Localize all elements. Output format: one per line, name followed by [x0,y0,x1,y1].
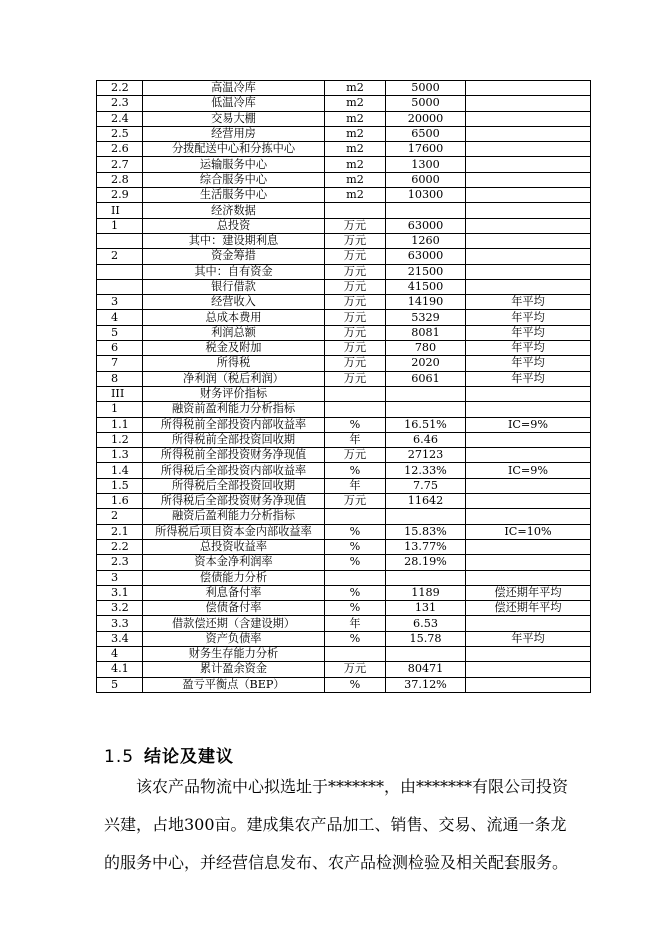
cell-remark [466,203,591,218]
cell-remark [466,233,591,248]
table-row [97,310,591,325]
cell-item-name: 生活服务中心 [143,188,325,203]
table-row [97,188,591,203]
table-row [97,371,591,386]
cell-row-number: II [97,203,143,218]
table-row [97,325,591,340]
cell-remark: 偿还期年平均 [466,585,591,600]
cell-unit: m2 [325,188,386,203]
cell-row-number: 2.9 [97,188,143,203]
cell-unit: 万元 [325,494,386,509]
economic-indicators-table [96,80,591,693]
cell-item-name: 财务评价指标 [143,386,325,401]
cell-row-number [97,264,143,279]
table-row [97,111,591,126]
cell-remark [466,386,591,401]
table-row [97,448,591,463]
cell-value [386,570,466,585]
cell-value: 6000 [386,172,466,187]
table-row [97,249,591,264]
cell-item-name: 银行借款 [143,279,325,294]
cell-unit [325,509,386,524]
cell-row-number: 1.1 [97,417,143,432]
cell-row-number: 4.1 [97,662,143,677]
cell-unit: 年 [325,432,386,447]
cell-remark [466,555,591,570]
table-row [97,142,591,157]
cell-row-number: 6 [97,341,143,356]
table-row [97,279,591,294]
cell-value: 8081 [386,325,466,340]
cell-value: 6.53 [386,616,466,631]
cell-value: 63000 [386,249,466,264]
cell-item-name: 利润总额 [143,325,325,340]
cell-row-number [97,279,143,294]
cell-remark [466,279,591,294]
cell-row-number: 1 [97,402,143,417]
table-row [97,295,591,310]
cell-value: 1260 [386,233,466,248]
cell-unit [325,402,386,417]
cell-row-number: 2.7 [97,157,143,172]
cell-row-number: 8 [97,371,143,386]
cell-unit: 年 [325,478,386,493]
cell-row-number: 2.4 [97,111,143,126]
cell-value: 11642 [386,494,466,509]
table-row [97,463,591,478]
cell-row-number: 5 [97,677,143,692]
cell-unit [325,203,386,218]
cell-row-number: 2.1 [97,524,143,539]
cell-row-number: 1.3 [97,448,143,463]
cell-value: 13.77% [386,539,466,554]
cell-value: 63000 [386,218,466,233]
cell-row-number: 2.5 [97,126,143,141]
cell-row-number: 2.2 [97,81,143,96]
cell-item-name: 经营用房 [143,126,325,141]
cell-row-number: 3.2 [97,601,143,616]
table-row [97,616,591,631]
cell-item-name: 所得税后全部投资回收期 [143,478,325,493]
cell-value: 5000 [386,96,466,111]
paragraph-line: 兴建，占地300亩。建成集农产品加工、销售、交易、流通一条龙 [104,815,567,834]
section-heading [104,742,234,767]
cell-row-number: 1.2 [97,432,143,447]
cell-value: 14190 [386,295,466,310]
cell-item-name: 综合服务中心 [143,172,325,187]
cell-remark [466,509,591,524]
cell-value: 1189 [386,585,466,600]
cell-value: 17600 [386,142,466,157]
cell-unit: 万元 [325,662,386,677]
cell-row-number: 2 [97,509,143,524]
cell-remark [466,126,591,141]
cell-remark [466,448,591,463]
table-row [97,264,591,279]
table-row [97,570,591,585]
cell-unit: m2 [325,81,386,96]
cell-value: 6.46 [386,432,466,447]
cell-item-name: 借款偿还期（含建设期） [143,616,325,631]
table-row [97,233,591,248]
cell-row-number: 1.4 [97,463,143,478]
cell-remark [466,188,591,203]
cell-item-name: 净利润（税后利润） [143,371,325,386]
cell-unit: 万元 [325,310,386,325]
table-row [97,432,591,447]
cell-value: 10300 [386,188,466,203]
table-row [97,417,591,432]
cell-row-number: 7 [97,356,143,371]
cell-value: 80471 [386,662,466,677]
cell-remark [466,432,591,447]
cell-unit: 万元 [325,295,386,310]
cell-value: 27123 [386,448,466,463]
cell-item-name: 资产负债率 [143,631,325,646]
cell-item-name: 其中：自有资金 [143,264,325,279]
table-row [97,218,591,233]
table-row [97,555,591,570]
cell-remark: IC=10% [466,524,591,539]
cell-remark [466,218,591,233]
table-row [97,601,591,616]
cell-value: 12.33% [386,463,466,478]
cell-remark [466,96,591,111]
cell-value [386,402,466,417]
cell-value: 780 [386,341,466,356]
cell-unit: 年 [325,616,386,631]
cell-row-number: 4 [97,646,143,661]
cell-row-number: 2.6 [97,142,143,157]
cell-remark [466,402,591,417]
cell-remark: 年平均 [466,631,591,646]
cell-unit: % [325,524,386,539]
cell-unit: 万元 [325,341,386,356]
cell-remark: IC=9% [466,463,591,478]
cell-unit: % [325,585,386,600]
cell-unit [325,646,386,661]
cell-item-name: 偿债备付率 [143,601,325,616]
cell-unit: 万元 [325,233,386,248]
cell-item-name: 运输服务中心 [143,157,325,172]
table-row [97,662,591,677]
cell-unit: m2 [325,111,386,126]
cell-unit: m2 [325,126,386,141]
cell-remark [466,539,591,554]
table-row [97,402,591,417]
cell-item-name: 所得税前全部投资回收期 [143,432,325,447]
cell-value: 20000 [386,111,466,126]
section-title: 结论及建议 [143,747,234,767]
cell-remark [466,111,591,126]
table-row [97,386,591,401]
cell-unit: % [325,417,386,432]
cell-value [386,646,466,661]
cell-item-name: 累计盈余资金 [143,662,325,677]
table-body [97,81,591,693]
cell-remark: 年平均 [466,295,591,310]
cell-remark: 年平均 [466,341,591,356]
cell-remark [466,478,591,493]
table-row [97,172,591,187]
cell-unit: 万元 [325,325,386,340]
cell-unit: m2 [325,157,386,172]
cell-row-number: 3.4 [97,631,143,646]
cell-item-name: 税金及附加 [143,341,325,356]
cell-unit: m2 [325,172,386,187]
cell-row-number: 2.3 [97,96,143,111]
cell-item-name: 低温冷库 [143,96,325,111]
paragraph-line: 的服务中心，并经营信息发布、农产品检测检验及相关配套服务。 [104,853,569,872]
conclusion-paragraph [104,768,569,882]
cell-item-name: 资本金净利润率 [143,555,325,570]
cell-unit: % [325,601,386,616]
cell-value [386,203,466,218]
cell-item-name: 所得税前全部投资财务净现值 [143,448,325,463]
cell-item-name: 高温冷库 [143,81,325,96]
table-row [97,203,591,218]
cell-unit: 万元 [325,279,386,294]
table-row [97,494,591,509]
cell-item-name: 交易大棚 [143,111,325,126]
cell-item-name: 偿债能力分析 [143,570,325,585]
cell-unit: m2 [325,96,386,111]
cell-value [386,509,466,524]
table-row [97,81,591,96]
cell-unit: 万元 [325,249,386,264]
table-row [97,478,591,493]
cell-item-name: 总投资收益率 [143,539,325,554]
cell-remark: 年平均 [466,356,591,371]
cell-value [386,386,466,401]
cell-row-number: 1.5 [97,478,143,493]
cell-remark [466,662,591,677]
table-row [97,631,591,646]
cell-value: 2020 [386,356,466,371]
cell-item-name: 经营收入 [143,295,325,310]
cell-row-number: 3 [97,570,143,585]
cell-row-number: 3 [97,295,143,310]
cell-item-name: 总成本费用 [143,310,325,325]
cell-item-name: 其中：建设期利息 [143,233,325,248]
cell-unit: 万元 [325,264,386,279]
cell-row-number: 3.1 [97,585,143,600]
cell-row-number: 2.3 [97,555,143,570]
table-row [97,646,591,661]
cell-item-name: 利息备付率 [143,585,325,600]
cell-row-number: 3.3 [97,616,143,631]
cell-unit: 万元 [325,448,386,463]
cell-item-name: 经济数据 [143,203,325,218]
table-row [97,585,591,600]
cell-unit: % [325,677,386,692]
cell-value: 16.51% [386,417,466,432]
cell-remark [466,249,591,264]
cell-row-number: 2.8 [97,172,143,187]
cell-row-number: III [97,386,143,401]
table-row [97,539,591,554]
cell-unit [325,570,386,585]
cell-item-name: 所得税后项目资本金内部收益率 [143,524,325,539]
cell-row-number: 1.6 [97,494,143,509]
cell-row-number: 2 [97,249,143,264]
cell-item-name: 财务生存能力分析 [143,646,325,661]
cell-unit: 万元 [325,356,386,371]
cell-item-name: 总投资 [143,218,325,233]
table-row [97,509,591,524]
cell-value: 5329 [386,310,466,325]
section-number: 1.5 [104,747,135,767]
cell-remark [466,142,591,157]
table-row [97,524,591,539]
cell-remark: IC=9% [466,417,591,432]
cell-unit: % [325,555,386,570]
cell-item-name: 融资后盈利能力分析指标 [143,509,325,524]
cell-item-name: 所得税后全部投资内部收益率 [143,463,325,478]
cell-remark [466,172,591,187]
cell-item-name: 所得税前全部投资内部收益率 [143,417,325,432]
cell-remark: 年平均 [466,371,591,386]
cell-value: 28.19% [386,555,466,570]
cell-item-name: 融资前盈利能力分析指标 [143,402,325,417]
table-row [97,356,591,371]
cell-unit: 万元 [325,371,386,386]
cell-remark [466,616,591,631]
cell-remark [466,677,591,692]
cell-item-name: 资金筹措 [143,249,325,264]
cell-value: 6500 [386,126,466,141]
cell-value: 5000 [386,81,466,96]
cell-value: 6061 [386,371,466,386]
cell-row-number: 1 [97,218,143,233]
cell-row-number [97,233,143,248]
cell-value: 15.83% [386,524,466,539]
table-row [97,96,591,111]
cell-unit [325,386,386,401]
cell-remark: 偿还期年平均 [466,601,591,616]
cell-remark [466,646,591,661]
cell-remark [466,264,591,279]
cell-unit: % [325,463,386,478]
cell-remark [466,570,591,585]
cell-value: 7.75 [386,478,466,493]
cell-item-name: 所得税 [143,356,325,371]
cell-item-name: 盈亏平衡点（BEP） [143,677,325,692]
cell-item-name: 分拨配送中心和分拣中心 [143,142,325,157]
cell-remark [466,81,591,96]
cell-value: 15.78 [386,631,466,646]
cell-unit: 万元 [325,218,386,233]
cell-value: 37.12% [386,677,466,692]
table-row [97,157,591,172]
cell-remark: 年平均 [466,325,591,340]
cell-value: 21500 [386,264,466,279]
cell-row-number: 2.2 [97,539,143,554]
cell-row-number: 5 [97,325,143,340]
table-row [97,126,591,141]
paragraph-line: 该农产品物流中心拟选址于*******，由*******有限公司投资 [136,777,569,796]
cell-row-number: 4 [97,310,143,325]
cell-unit: % [325,539,386,554]
cell-remark [466,157,591,172]
cell-value: 131 [386,601,466,616]
cell-value: 1300 [386,157,466,172]
table-row [97,677,591,692]
table-row [97,341,591,356]
cell-remark: 年平均 [466,310,591,325]
cell-item-name: 所得税后全部投资财务净现值 [143,494,325,509]
cell-remark [466,494,591,509]
cell-unit: % [325,631,386,646]
cell-unit: m2 [325,142,386,157]
cell-value: 41500 [386,279,466,294]
